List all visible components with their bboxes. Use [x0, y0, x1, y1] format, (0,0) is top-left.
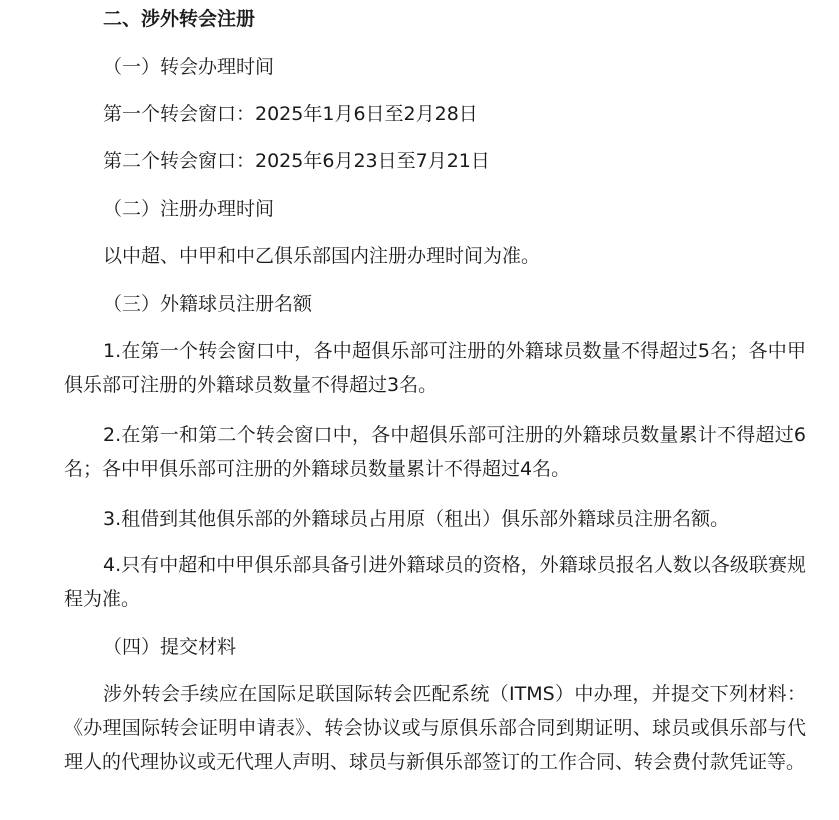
subheading-transfer-time: （一）转会办理时间: [103, 56, 275, 78]
transfer-window-2: 第二个转会窗口：2025年6月23日至7月21日: [103, 150, 490, 172]
quota-item-2: 2.在第一和第二个转会窗口中，各中超俱乐部可注册的外籍球员数量累计不得超过6名；各中甲俱乐部可注册的外籍球员数量累计不得超过4名。: [64, 424, 806, 480]
quota-item-4: 4.只有中超和中甲俱乐部具备引进外籍球员的资格，外籍球员报名人数以各级联赛规程为准。: [64, 554, 806, 610]
section-title: 二、涉外转会注册: [103, 8, 256, 30]
subheading-foreign-quota: （三）外籍球员注册名额: [103, 293, 313, 315]
quota-item-3: 3.租借到其他俱乐部的外籍球员占用原（租出）俱乐部外籍球员注册名额。: [103, 508, 730, 530]
transfer-window-1: 第一个转会窗口：2025年1月6日至2月28日: [103, 103, 478, 125]
subheading-materials: （四）提交材料: [103, 636, 237, 658]
subheading-registration-time: （二）注册办理时间: [103, 198, 275, 220]
materials-text: 涉外转会手续应在国际足联国际转会匹配系统（ITMS）中办理，并提交下列材料：《办理国际转会证明申请表》、转会协议或与原俱乐部合同到期证明、球员或俱乐部与代理人的代理协议或无代理人声明、球员与新俱乐部签订的工作合同、转会费付款凭证等。: [64, 683, 806, 773]
quota-item-1: 1.在第一个转会窗口中，各中超俱乐部可注册的外籍球员数量不得超过5名；各中甲俱乐部可注册的外籍球员数量不得超过3名。: [64, 340, 806, 396]
registration-time-text: 以中超、中甲和中乙俱乐部国内注册办理时间为准。: [103, 245, 541, 267]
